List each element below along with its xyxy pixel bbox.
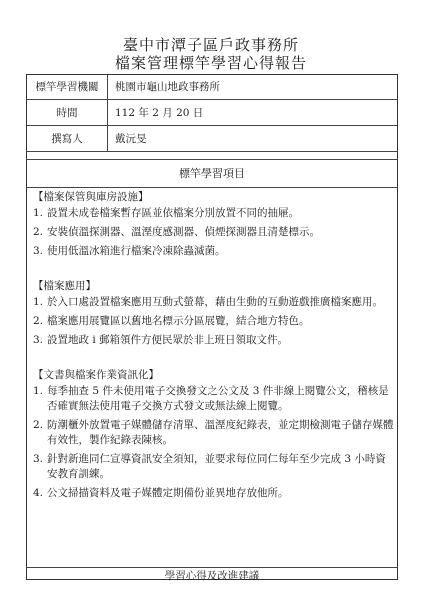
item-number: 3. <box>33 453 44 465</box>
item-number: 2. <box>33 315 44 327</box>
items-content <box>31 188 395 505</box>
list-item <box>31 206 395 221</box>
items-header: 標竿學習項目 <box>27 160 397 188</box>
report-form <box>26 74 398 580</box>
footer-header: 學習心得及改進建議 <box>27 567 397 582</box>
item-number: 3. <box>33 245 44 257</box>
list-item <box>31 225 395 240</box>
time-label: 時間 <box>27 100 108 125</box>
item-text: 安裝偵溫探測器、溫溼度感測器、偵煙探測器且清楚標示。 <box>47 226 320 238</box>
author-value: 戴沅旻 <box>115 133 147 145</box>
item-text: 使用低溫冰箱進行檔案冷凍除蟲滅菌。 <box>47 245 226 257</box>
item-number: 4. <box>33 487 44 499</box>
item-text: 每季抽查 5 件未使用電子交換發文之公文及 3 件非線上閱覽公文，稽核是否確實無法使用電子交換方式發文或無法線上閱覽。 <box>47 385 389 412</box>
time-value: 112 年 2 月 20 日 <box>115 107 204 119</box>
list-item <box>31 333 395 348</box>
item-text: 防潮櫃外放置電子媒體儲存清單、溫溼度紀錄表，並定期檢測電子儲存媒體有效性，製作紀錄表陳核。 <box>47 419 394 446</box>
office-title: 臺中市潭子區戶政事務所 <box>122 36 299 54</box>
time-row <box>27 100 397 126</box>
institution-row <box>27 75 397 100</box>
item-number: 2. <box>33 226 44 238</box>
item-text: 設置未成卷檔案暫存區並依檔案分別放置不同的抽屜。 <box>47 207 299 219</box>
item-text: 設置地政 i 郵箱領件方便民眾於非上班日領取文件。 <box>47 334 289 346</box>
list-item <box>31 295 395 310</box>
list-item <box>31 486 395 501</box>
list-item <box>31 244 395 259</box>
section-title: 【檔案應用】 <box>33 280 96 292</box>
item-number: 1. <box>33 207 44 219</box>
item-number: 1. <box>33 296 44 308</box>
report-title: 檔案管理標竿學習心得報告 <box>114 54 307 72</box>
item-number: 1. <box>33 385 44 397</box>
list-item <box>31 418 395 448</box>
author-row <box>27 126 397 152</box>
item-text: 於入口處設置檔案應用互動式螢幕，藉由生動的互動遊戲推廣檔案應用。 <box>47 296 383 308</box>
author-label: 撰寫人 <box>27 126 108 151</box>
table-gap <box>27 152 397 160</box>
institution-label: 標竿學習機關 <box>27 75 108 99</box>
item-text: 公文掃描資料及電子媒體定期備份並異地存放他所。 <box>47 487 289 499</box>
list-item <box>31 452 395 482</box>
section-title: 【檔案保管與庫房設施】 <box>33 191 149 203</box>
section-title: 【文書與檔案作業資訊化】 <box>33 369 159 381</box>
institution-value: 桃園市龜山地政事務所 <box>115 81 220 93</box>
item-text: 檔案應用展覽區以舊地名標示分區展覽，結合地方特色。 <box>47 315 310 327</box>
item-number: 3. <box>33 334 44 346</box>
list-item <box>31 384 395 414</box>
item-number: 2. <box>33 419 44 431</box>
item-text: 針對新進同仁宣導資訊安全須知，並要求每位同仁每年至少完成 3 小時資安教育訓練。 <box>47 453 386 480</box>
list-item <box>31 314 395 329</box>
